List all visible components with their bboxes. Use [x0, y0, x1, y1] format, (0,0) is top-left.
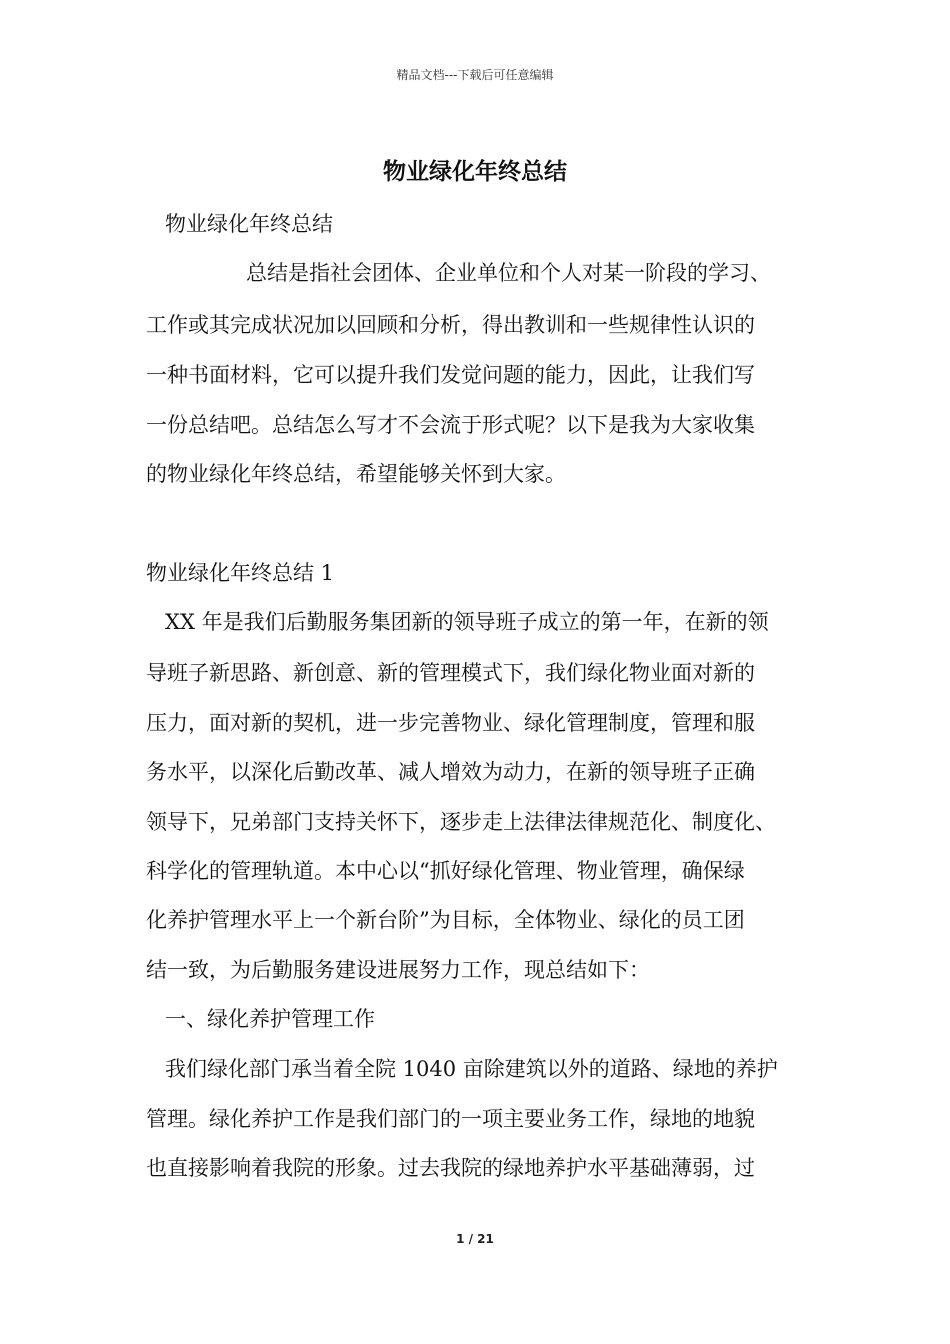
body-line: 的物业绿化年终总结，希望能够关怀到大家。 — [146, 462, 566, 486]
page-indicator: 1 / 21 — [456, 1232, 494, 1246]
body-line: 压力，面对新的契机，进一步完善物业、绿化管理制度，管理和服 — [146, 711, 755, 735]
section-heading: 物业绿化年终总结 1 — [146, 561, 335, 585]
body-line: 一种书面材料，它可以提升我们发觉问题的能力，因此，让我们写 — [146, 363, 755, 387]
body-line: 科学化的管理轨道。本中心以“抓好绿化管理、物业管理，确保绿 — [146, 859, 745, 883]
body-line: 结一致，为后勤服务建设进展努力工作，现总结如下： — [146, 958, 650, 982]
body-line: 领导下，兄弟部门支持关怀下，逐步走上法律法律规范化、制度化、 — [146, 810, 776, 834]
body-line: 也直接影响着我院的形象。过去我院的绿地养护水平基础薄弱，过 — [146, 1156, 755, 1180]
body-line: 管理。绿化养护工作是我们部门的一项主要业务工作，绿地的地貌 — [146, 1107, 755, 1131]
body-line: 务水平，以深化后勤改革、减人增效为动力，在新的领导班子正确 — [146, 760, 755, 784]
document-title: 物业绿化年终总结 — [383, 159, 567, 185]
subsection-heading: 一、绿化养护管理工作 — [165, 1007, 375, 1031]
body-line: 化养护管理水平上一个新台阶”为目标，全体物业、绿化的员工团 — [146, 908, 745, 932]
body-line: 总结是指社会团体、企业单位和个人对某一阶段的学习、 — [246, 261, 771, 285]
body-line: 工作或其完成状况加以回顾和分析，得出教训和一些规律性认识的 — [146, 313, 755, 337]
body-line: 一份总结吧。总结怎么写才不会流于形式呢？以下是我为大家收集 — [146, 413, 755, 437]
body-line-subtitle: 物业绿化年终总结 — [165, 212, 333, 236]
body-line: 导班子新思路、新创意、新的管理模式下，我们绿化物业面对新的 — [146, 661, 755, 685]
body-line: XX 年是我们后勤服务集团新的领导班子成立的第一年，在新的领 — [165, 610, 769, 634]
body-line: 我们绿化部门承当着全院 1040 亩除建筑以外的道路、绿地的养护 — [165, 1057, 778, 1081]
page-header-note: 精品文档---下载后可任意编辑 — [396, 68, 554, 82]
